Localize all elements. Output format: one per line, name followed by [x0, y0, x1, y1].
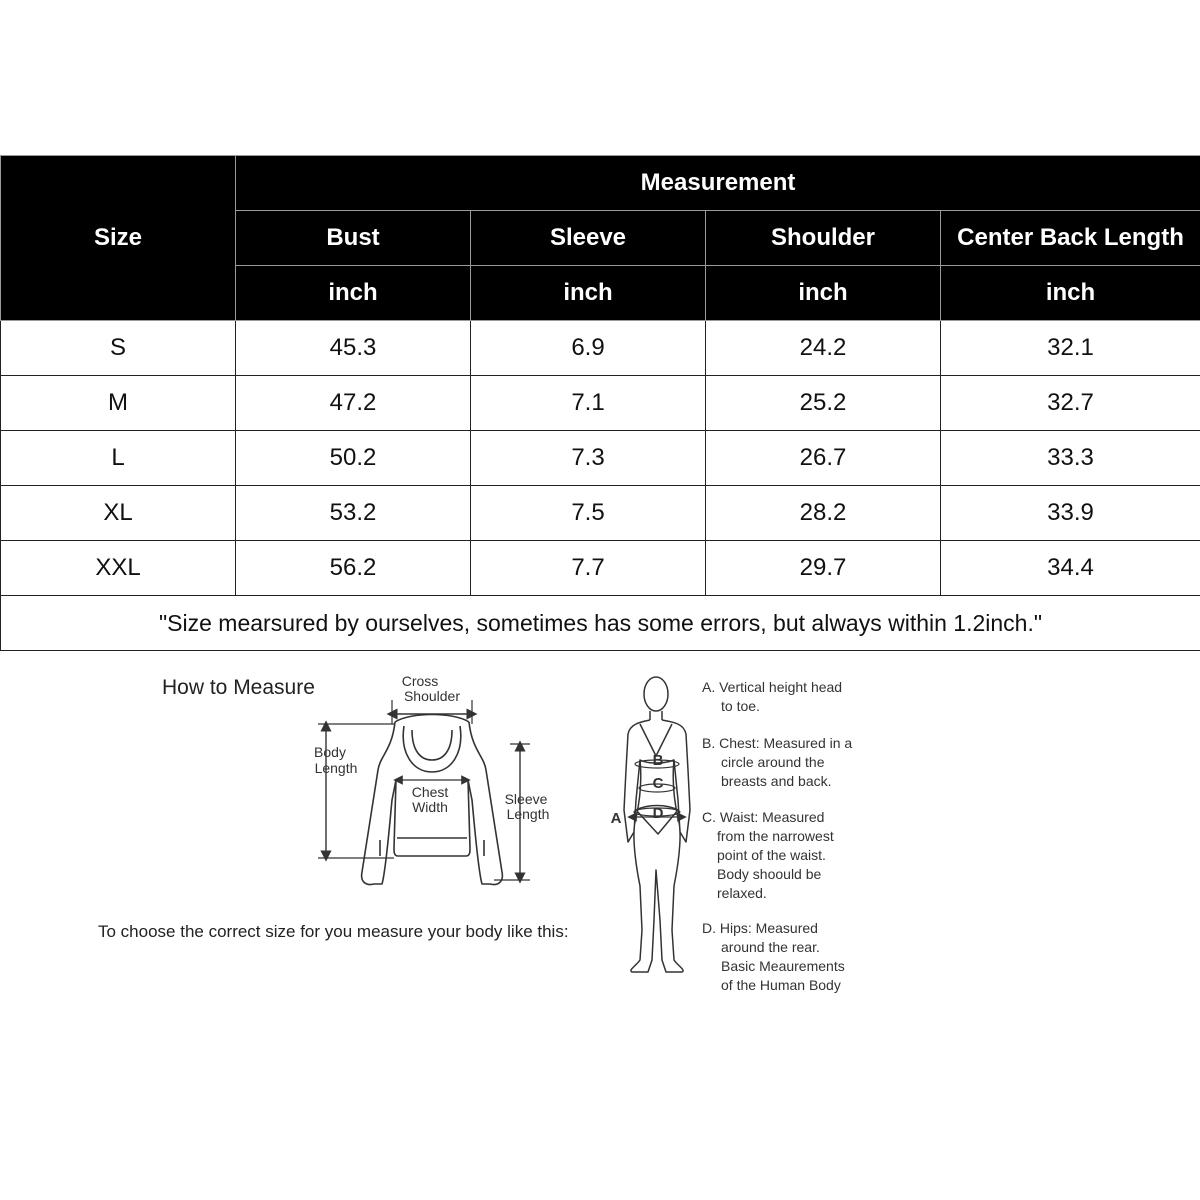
legend-c [702, 808, 834, 903]
center-back-length-cell: 32.7 [941, 376, 1200, 431]
size-cell: XXL [1, 541, 236, 596]
shoulder-cell: 24.2 [706, 321, 941, 376]
unit-center-back-length: inch [941, 266, 1200, 321]
size-cell: M [1, 376, 236, 431]
bust-cell: 50.2 [236, 431, 471, 486]
cross-shoulder-label-line1: Cross [401, 673, 439, 689]
table-row [1, 431, 1200, 486]
sleeve-length-label-line2: Length [506, 806, 550, 822]
table-row [1, 486, 1200, 541]
mark-c: C [652, 775, 664, 792]
sleeve-cell: 7.3 [471, 431, 706, 486]
legend-b-line2: circle around the [721, 754, 825, 770]
choose-size-instruction: To choose the correct size for you measure your body like this: [98, 922, 569, 941]
table-row [1, 376, 1200, 431]
sleeve-cell: 7.7 [471, 541, 706, 596]
legend-c-line4: Body shoould be [717, 866, 822, 882]
mark-a: A [610, 810, 622, 827]
size-cell: XL [1, 486, 236, 541]
human-body-icon [624, 677, 690, 972]
measurement-header: Measurement [236, 156, 1200, 211]
center-back-length-cell: 33.9 [941, 486, 1200, 541]
sleeve-cell: 6.9 [471, 321, 706, 376]
column-header-bust: Bust [236, 211, 471, 266]
bust-cell: 45.3 [236, 321, 471, 376]
sleeve-length-label-line1: Sleeve [504, 791, 548, 807]
unit-shoulder: inch [706, 266, 941, 321]
legend-b-line1: B. Chest: Measured in a [702, 735, 853, 751]
size-cell: L [1, 431, 236, 486]
shoulder-cell: 25.2 [706, 376, 941, 431]
shoulder-cell: 29.7 [706, 541, 941, 596]
bust-cell: 47.2 [236, 376, 471, 431]
legend-c-line2: from the narrowest [717, 828, 834, 844]
shoulder-cell: 26.7 [706, 431, 941, 486]
size-note: "Size mearsured by ourselves, sometimes has some errors, but always within 1.2inch." [1, 596, 1200, 651]
column-header-center-back-length: Center Back Length [941, 211, 1200, 266]
column-header-sleeve: Sleeve [471, 211, 706, 266]
unit-bust: inch [236, 266, 471, 321]
center-back-length-cell: 33.3 [941, 431, 1200, 486]
legend-d-line3: Basic Meaurements [721, 958, 845, 974]
sleeve-cell: 7.1 [471, 376, 706, 431]
column-header-shoulder: Shoulder [706, 211, 941, 266]
legend-b [702, 734, 852, 791]
sleeve-cell: 7.5 [471, 486, 706, 541]
mark-d: D [652, 805, 664, 822]
legend-c-line5: relaxed. [717, 885, 767, 901]
legend-c-line1: C. Waist: Measured [702, 809, 825, 825]
size-header: Size [1, 156, 236, 321]
bust-cell: 53.2 [236, 486, 471, 541]
legend-a-line1: A. Vertical height head [702, 679, 843, 695]
cross-shoulder-label-line2: Shoulder [403, 688, 461, 704]
how-to-measure-title: How to Measure [162, 676, 315, 699]
chest-width-label-line1: Chest [411, 784, 449, 800]
body-length-label-line1: Body [314, 744, 346, 760]
legend-d-line2: around the rear. [721, 939, 820, 955]
size-chart-table [0, 155, 1200, 651]
measurement-diagram [0, 660, 1200, 1020]
legend-a [702, 678, 842, 716]
legend-b-line3: breasts and back. [721, 773, 832, 789]
unit-sleeve: inch [471, 266, 706, 321]
mark-b: B [652, 752, 664, 769]
legend-c-line3: point of the waist. [717, 847, 826, 863]
legend-d [702, 919, 845, 995]
chest-width-label-line2: Width [412, 799, 448, 815]
size-cell: S [1, 321, 236, 376]
table-row [1, 541, 1200, 596]
table-row [1, 321, 1200, 376]
legend-a-line2: to toe. [721, 698, 760, 714]
bust-cell: 56.2 [236, 541, 471, 596]
body-length-label-line2: Length [314, 760, 358, 776]
note-row [1, 596, 1200, 651]
legend-d-line4: of the Human Body [721, 977, 841, 993]
shoulder-cell: 28.2 [706, 486, 941, 541]
legend-d-line1: D. Hips: Measured [702, 920, 818, 936]
center-back-length-cell: 32.1 [941, 321, 1200, 376]
center-back-length-cell: 34.4 [941, 541, 1200, 596]
